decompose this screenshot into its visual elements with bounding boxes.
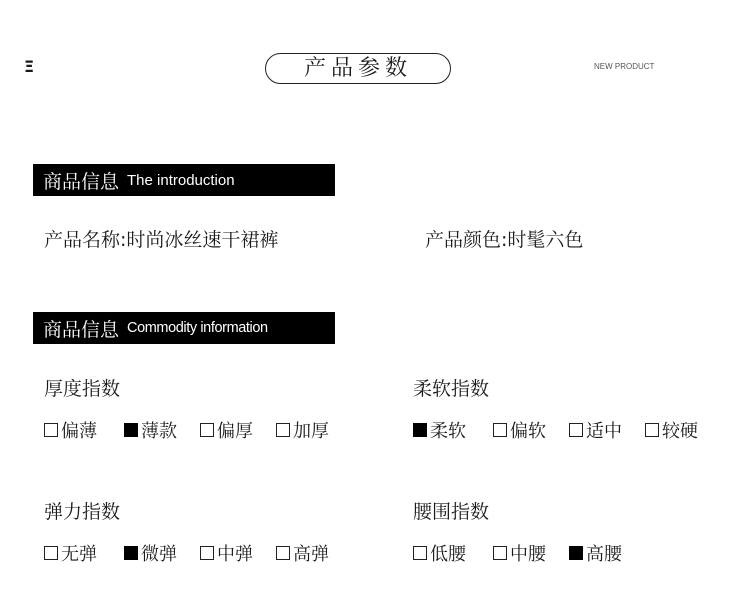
option-item[interactable] [569,417,645,443]
option-label: 薄款 [141,421,177,442]
section-title-en: The introduction [127,171,235,189]
option-item[interactable] [413,540,493,566]
checkbox[interactable] [276,423,290,437]
option-label: 高腰 [586,544,622,565]
checkbox[interactable] [44,423,58,437]
option-label: 偏厚 [217,421,253,442]
option-label: 偏软 [510,421,546,442]
checkbox[interactable] [413,546,427,560]
option-item[interactable] [493,540,569,566]
checkbox-selected[interactable] [124,546,138,560]
section-title-cn: 商品信息 [43,318,120,341]
waist-options [413,540,622,566]
checkbox-selected[interactable] [569,546,583,560]
section-header-commodity [33,312,335,344]
option-label: 偏薄 [61,421,97,442]
option-item[interactable] [569,540,622,566]
checkbox[interactable] [493,423,507,437]
option-label: 无弹 [61,544,97,565]
option-label: 中弹 [217,544,253,565]
thickness-index-title: 厚度指数 [44,378,121,400]
checkbox-selected[interactable] [124,423,138,437]
checkbox[interactable] [569,423,583,437]
option-label: 中腰 [510,544,546,565]
product-name: 产品名称:时尚冰丝速干裙裤 [44,229,279,251]
option-item[interactable] [200,417,276,443]
checkbox[interactable] [645,423,659,437]
option-item[interactable] [44,540,124,566]
checkbox[interactable] [200,546,214,560]
page-title: 产品参数 [265,53,451,84]
waist-index-title: 腰围指数 [413,501,490,523]
option-item[interactable] [44,417,124,443]
section-title-en: Commodity information [127,320,268,336]
option-label: 加厚 [293,421,329,442]
option-item[interactable] [124,540,200,566]
option-item[interactable] [276,417,329,443]
softness-index-title: 柔软指数 [413,378,490,400]
option-label: 微弹 [141,544,177,565]
elasticity-index-title: 弹力指数 [44,501,121,523]
checkbox[interactable] [276,546,290,560]
option-item[interactable] [124,417,200,443]
elasticity-options [44,540,329,566]
checkbox[interactable] [200,423,214,437]
side-mark: Ξ [24,57,35,76]
checkbox[interactable] [44,546,58,560]
option-label: 适中 [586,421,622,442]
option-label: 低腰 [430,544,466,565]
product-color: 产品颜色:时髦六色 [425,229,584,251]
option-item[interactable] [493,417,569,443]
option-item[interactable] [413,417,493,443]
option-item[interactable] [276,540,329,566]
checkbox-selected[interactable] [413,423,427,437]
option-item[interactable] [200,540,276,566]
option-label: 高弹 [293,544,329,565]
section-title-cn: 商品信息 [43,170,120,193]
thickness-options [44,417,329,443]
page-subtitle: NEW PRODUCT [594,62,655,71]
checkbox[interactable] [493,546,507,560]
option-item[interactable] [645,417,698,443]
softness-options [413,417,698,443]
section-header-introduction [33,164,335,196]
option-label: 较硬 [662,421,698,442]
option-label: 柔软 [430,421,466,442]
